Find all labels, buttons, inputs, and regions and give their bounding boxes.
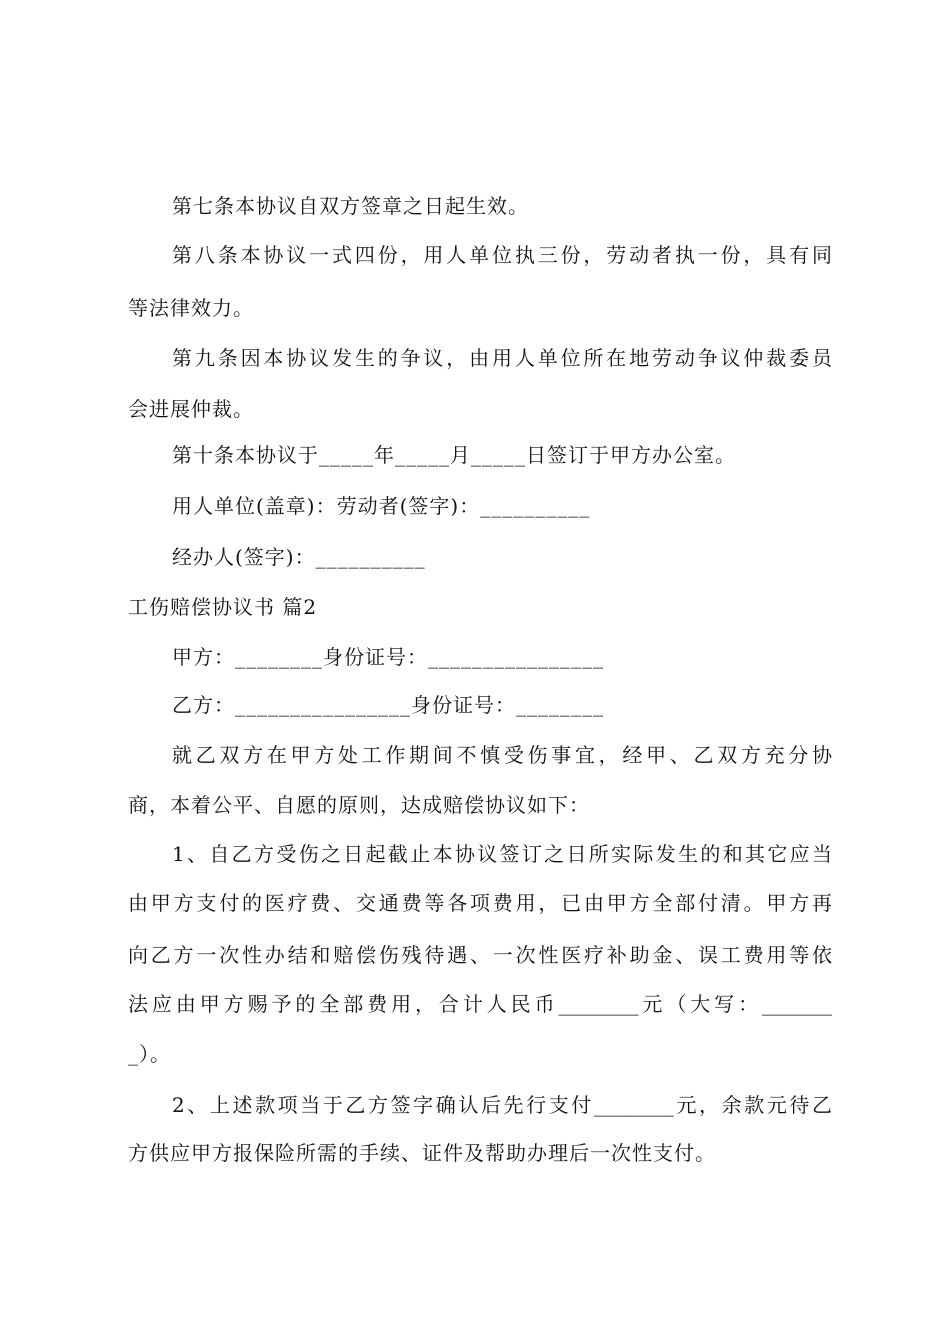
clause-1-line-2: 由甲方支付的医疗费、交通费等各项费用，已由甲方全部付清。甲方再 [128,891,832,915]
clause-1-line-1: 1、自乙方受伤之日起截止本协议签订之日所实际发生的和其它应当 [172,842,832,866]
employer-signature-line: 用人单位(盖章)：劳动者(签字)：__________ [172,494,591,518]
article-7: 第七条本协议自双方签章之日起生效。 [172,194,529,218]
party-b-line: 乙方：________________身份证号：________ [172,693,604,717]
clause-1-line-4: 法应由甲方赐予的全部费用，合计人民币________元（大写：_______ [128,992,832,1016]
party-a-line: 甲方：________身份证号：________________ [172,645,604,669]
intro-line-2: 商，本着公平、自愿的原则，达成赔偿协议如下： [128,793,590,817]
article-9-line-1: 第九条因本协议发生的争议，由用人单位所在地劳动争议仲裁委员 [172,346,832,370]
clause-1-line-5: _）。 [128,1042,171,1066]
article-9-line-2: 会进展仲裁。 [128,397,254,421]
section-title: 工伤赔偿协议书 篇2 [128,595,318,619]
handler-signature-line: 经办人(签字)：__________ [172,545,426,569]
clause-1-line-3: 向乙方一次性办结和赔偿伤残待遇、一次性医疗补助金、误工费用等依 [128,943,832,967]
article-8-line-1: 第八条本协议一式四份，用人单位执三份，劳动者执一份，具有同 [172,243,832,267]
article-10: 第十条本协议于_____年_____月_____日签订于甲方办公室。 [172,443,736,467]
clause-2-line-1: 2、上述款项当于乙方签字确认后先行支付________元，余款元待乙 [172,1093,832,1117]
article-8-line-2: 等法律效力。 [128,296,254,320]
intro-line-1: 就乙双方在甲方处工作期间不慎受伤事宜，经甲、乙双方充分协 [172,743,832,767]
clause-2-line-2: 方供应甲方报保险所需的手续、证件及帮助办理后一次性支付。 [128,1141,716,1165]
